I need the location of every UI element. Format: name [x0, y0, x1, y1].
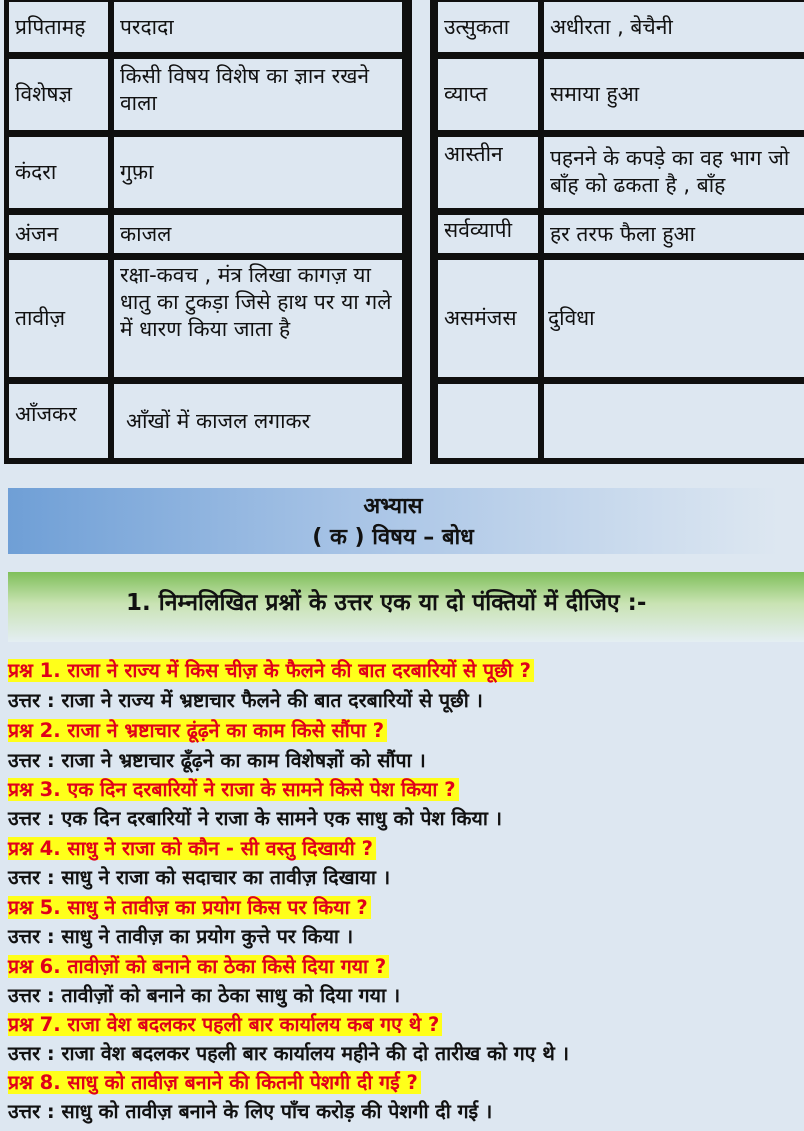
- vocab-meaning-text: समाया हुआ: [550, 82, 640, 106]
- answer-line: [8, 865, 390, 891]
- vocab-meaning: [544, 215, 804, 253]
- vocab-word: [438, 260, 538, 377]
- question-text: प्रश्न 5. साधु ने तावीज़ का प्रयोग किस पर किया ?: [8, 896, 371, 919]
- vocab-meaning: [114, 2, 402, 52]
- answer-text: उत्तर : साधु ने तावीज़ का प्रयोग कुत्ते पर किया ।: [8, 925, 354, 948]
- vocab-word: [9, 137, 108, 208]
- answer-line: [8, 748, 426, 774]
- question-text: प्रश्न 6. तावीज़ों को बनाने का ठेका किसे दिया गया ?: [8, 955, 389, 978]
- vocab-meaning: [114, 260, 402, 377]
- vocab-word-text: आस्तीन: [444, 142, 503, 166]
- question-line: [8, 954, 389, 980]
- vocab-word: [438, 215, 538, 253]
- vocab-meaning-text: परदादा: [120, 14, 174, 39]
- vocab-word: [9, 59, 108, 130]
- vocab-meaning: [544, 384, 804, 458]
- answer-line: [8, 1041, 569, 1067]
- answer-text: उत्तर : तावीज़ों को बनाने का ठेका साधु को दिया गया ।: [8, 984, 401, 1007]
- vocab-meaning: [114, 215, 402, 253]
- vocab-meaning: [544, 59, 804, 130]
- vocab-word: [9, 260, 108, 377]
- question-line: [8, 1012, 442, 1038]
- vocab-word: [9, 2, 108, 52]
- vocab-word-text: उत्सुकता: [444, 14, 510, 39]
- section-subtitle: ( क ) विषय – बोध: [312, 525, 474, 550]
- answer-line: [8, 806, 502, 832]
- instruction-text: 1. निम्नलिखित प्रश्नों के उत्तर एक या दो पंक्तियों में दीजिए :-: [126, 590, 647, 616]
- answer-line: [8, 983, 400, 1009]
- vocab-word-text: व्याप्त: [444, 82, 488, 106]
- question-text: प्रश्न 3. एक दिन दरबारियों ने राजा के सामने किसे पेश किया ?: [8, 778, 459, 801]
- vocab-word: [438, 2, 538, 52]
- vocab-word-text: विशेषज्ञ: [15, 82, 72, 106]
- answer-text: उत्तर : राजा वेश बदलकर पहली बार कार्यालय महीने की दो तारीख को गए थे ।: [8, 1042, 569, 1065]
- vocab-meaning-text: काजल: [120, 221, 172, 246]
- question-line: [8, 1070, 421, 1096]
- vocab-meaning-text: पहनने के कपड़े का वह भाग जो बाँह को ढकता है , बाँह: [550, 146, 790, 197]
- vocab-word: [9, 384, 108, 458]
- vocab-meaning-text: किसी विषय विशेष का ज्ञान रखने वाला: [120, 64, 370, 115]
- answer-text: उत्तर : साधु ने राजा को सदाचार का तावीज़ दिखाया ।: [8, 866, 391, 889]
- vocab-word-text: असमंजस: [444, 306, 517, 330]
- vocab-meaning-text: हर तरफ फैला हुआ: [550, 221, 695, 246]
- vocab-meaning-text: अधीरता , बेचैनी: [550, 14, 673, 39]
- vocab-meaning-text: रक्षा-कवच , मंत्र लिखा कागज़ या धातु का टुकड़ा जिसे हाथ पर या गले में धारण किया जाता है: [120, 263, 392, 341]
- vocab-word: [438, 59, 538, 130]
- vocab-meaning: [114, 59, 402, 130]
- question-text: प्रश्न 8. साधु को तावीज़ बनाने की कितनी पेशगी दी गई ?: [8, 1071, 421, 1094]
- vocab-word-text: तावीज़: [15, 306, 66, 330]
- vocab-word-text: प्रपितामह: [15, 14, 86, 39]
- answer-text: उत्तर : साधु को तावीज़ बनाने के लिए पाँच करोड़ की पेशगी दी गई ।: [8, 1100, 493, 1123]
- vocab-word-text: अंजन: [15, 221, 59, 246]
- vocab-word-text: आँजकर: [15, 401, 77, 426]
- question-line: [8, 658, 534, 684]
- question-line: [8, 895, 371, 921]
- question-text: प्रश्न 1. राजा ने राज्य में किस चीज़ के फैलने की बात दरबारियों से पूछी ?: [8, 659, 534, 682]
- answer-line: [8, 688, 483, 714]
- answer-text: उत्तर : एक दिन दरबारियों ने राजा के सामने एक साधु को पेश किया ।: [8, 807, 503, 830]
- question-line: [8, 836, 376, 862]
- vocab-meaning-text: आँखों में काजल लगाकर: [126, 408, 311, 433]
- answer-line: [8, 1099, 492, 1125]
- vocab-meaning: [544, 2, 804, 52]
- question-text: प्रश्न 2. राजा ने भ्रष्टाचार ढूंढ़ने का काम किसे सौंपा ?: [8, 719, 387, 742]
- vocab-word: [9, 215, 108, 253]
- vocab-word: [438, 137, 538, 208]
- section-title: अभ्यास: [363, 494, 423, 519]
- question-line: [8, 777, 459, 803]
- vocab-meaning-text: दुविधा: [548, 306, 595, 330]
- vocab-meaning: [114, 384, 402, 458]
- vocab-table-left: [4, 0, 412, 464]
- vocab-table-right: [430, 0, 804, 464]
- answer-line: [8, 924, 353, 950]
- question-line: [8, 718, 387, 744]
- section-heading: [8, 488, 778, 554]
- vocab-meaning-text: गुफ़ा: [120, 160, 154, 184]
- question-text: प्रश्न 7. राजा वेश बदलकर पहली बार कार्यालय कब गए थे ?: [8, 1013, 442, 1036]
- vocab-word-text: सर्वव्यापी: [444, 218, 513, 242]
- vocab-meaning: [114, 137, 402, 208]
- instruction-banner: [8, 572, 804, 642]
- vocab-meaning: [544, 137, 804, 208]
- vocab-word: [438, 384, 538, 458]
- question-text: प्रश्न 4. साधु ने राजा को कौन - सी वस्तु दिखायी ?: [8, 837, 376, 860]
- answer-text: उत्तर : राजा ने राज्य में भ्रष्टाचार फैलने की बात दरबारियों से पूछी ।: [8, 689, 483, 712]
- vocab-word-text: कंदरा: [15, 160, 57, 184]
- answer-text: उत्तर : राजा ने भ्रष्टाचार ढूँढ़ने का काम विशेषज्ञों को सौंपा ।: [8, 749, 426, 772]
- vocab-meaning: [544, 260, 804, 377]
